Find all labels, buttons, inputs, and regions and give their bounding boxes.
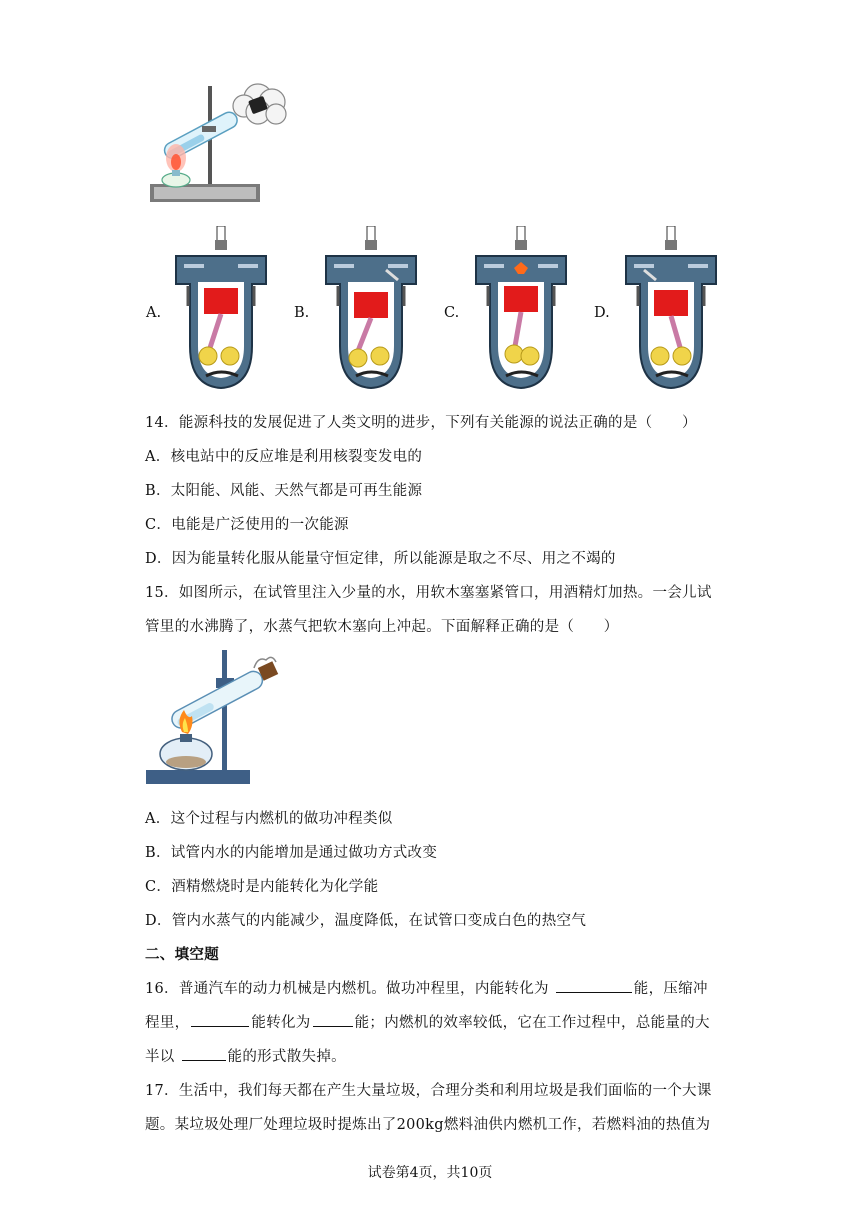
q14-option-d: D．因为能量转化服从能量守恒定律，所以能源是取之不尽、用之不竭的 <box>145 551 616 567</box>
q16-blank-3[interactable] <box>313 1012 353 1027</box>
q15-option-c: C．酒精燃烧时是内能转化为化学能 <box>145 879 379 895</box>
test-tube-heating-figure-q15 <box>142 646 292 788</box>
engine-diagram-a <box>166 226 276 394</box>
q16-line3-text-b: 能的形式散失掉。 <box>227 1049 346 1065</box>
q16-line2-text-c: 能；内燃机的效率较低，它在工作过程中，总能量的大 <box>354 1015 710 1031</box>
q17-line2: 题。某垃圾处理厂处理垃圾时提炼出了200kg燃料油供内燃机工作，若燃料油的热值为 <box>145 1117 711 1133</box>
q14-stem: 14．能源科技的发展促进了人类文明的进步，下列有关能源的说法正确的是（ ） <box>145 415 697 431</box>
page-footer: 试卷第4页，共10页 <box>367 1165 493 1181</box>
q14-option-b: B．太阳能、风能、天然气都是可再生能源 <box>145 483 423 499</box>
q15-stem-line2: 管里的水沸腾了，水蒸气把软木塞向上冲起。下面解释正确的是（ ） <box>145 619 619 635</box>
engine-option-label-d: D. <box>594 305 610 321</box>
q16-line3-text-a: 半以 <box>145 1049 180 1065</box>
q16-line1-text-b: 能，压缩冲 <box>633 981 708 997</box>
q15-option-b: B．试管内水的内能增加是通过做功方式改变 <box>145 845 438 861</box>
engine-option-label-a: A. <box>146 305 162 321</box>
q14-option-c: C．电能是广泛使用的一次能源 <box>145 517 349 533</box>
q17-line1: 17．生活中，我们每天都在产生大量垃圾，合理分类和利用垃圾是我们面临的一个大课 <box>145 1083 712 1099</box>
q16-blank-4[interactable] <box>182 1046 226 1061</box>
q16-line1-text-a: 16．普通汽车的动力机械是内燃机。做功冲程里，内能转化为 <box>145 981 554 997</box>
engine-option-label-c: C. <box>444 305 460 321</box>
section-title-fill-in: 二、填空题 <box>145 946 219 963</box>
test-tube-heating-figure-top <box>140 78 300 208</box>
q16-blank-2[interactable] <box>191 1012 249 1027</box>
q16-line2 <box>145 1011 710 1032</box>
q16-blank-1[interactable] <box>556 978 632 993</box>
q14-option-a: A．核电站中的反应堆是利用核裂变发电的 <box>145 449 423 465</box>
q16-line2-text-b: 能转化为 <box>251 1015 311 1031</box>
q15-stem-line1: 15．如图所示，在试管里注入少量的水，用软木塞塞紧管口，用酒精灯加热。一会儿试 <box>145 585 712 601</box>
q16-line3 <box>145 1045 346 1066</box>
engine-diagram-d <box>616 226 726 394</box>
q16-line1 <box>145 977 708 998</box>
engine-diagram-b <box>316 226 426 394</box>
q15-option-d: D．管内水蒸气的内能减少，温度降低，在试管口变成白色的热空气 <box>145 913 587 929</box>
q15-option-a: A．这个过程与内燃机的做功冲程类似 <box>145 811 393 827</box>
engine-option-label-b: B. <box>294 305 310 321</box>
q16-line2-text-a: 程里， <box>145 1015 190 1031</box>
engine-diagram-c <box>466 226 576 394</box>
